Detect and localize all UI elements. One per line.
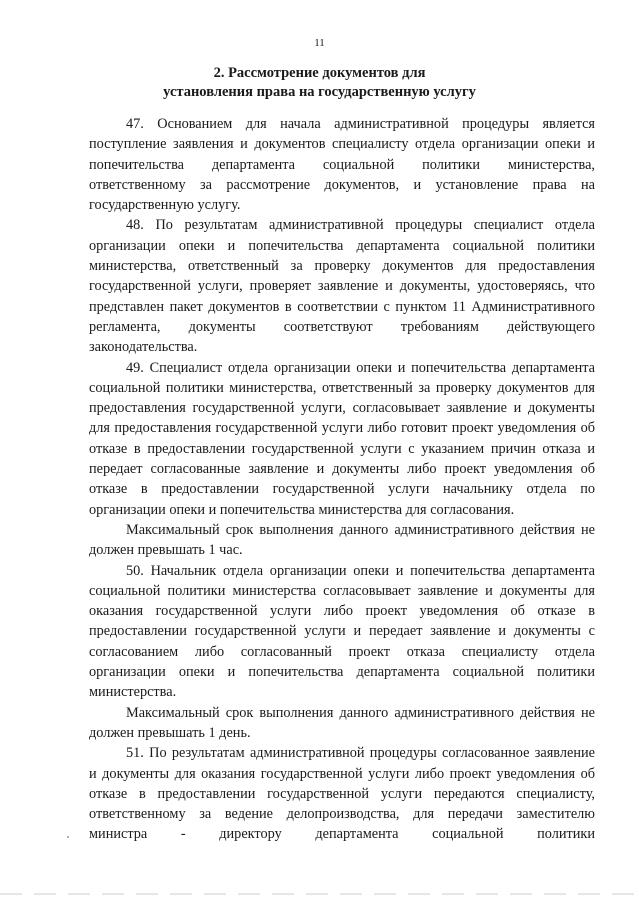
paragraph-48: 48. По результатам административной процедуры специалист отдела организации опеки и попечительства департамента социальной политики министерства, ответственный за проверку документов для предоставления государственной услуги, проверяет заявление и документы, удостоверяясь, что представлен пакет документов в соответствии с пунктом 11 Административного регламента, документы соответствуют требованиям действующего законодательства. — [89, 217, 595, 356]
paragraph-49: 49. Специалист отдела организации опеки и попечительства департамента социальной политики министерства, ответственный за проверку документов для предоставления государственной услуги, согласовывает заявление и документы для предоставления государственной услуги либо готовит проект уведомления об отказе в предоставлении государственной услуги с указанием причин отказа и передает согласованные заявление и документы либо проект уведомления об отказе в предоставлении государственной услуги начальнику отдела по организации опеки и попечительства министерства для согласования. — [89, 359, 595, 518]
section-heading-line-1: 2. Рассмотрение документов для — [213, 65, 426, 81]
body-text — [89, 114, 595, 845]
section-heading-line-2: установления права на государственную услугу — [163, 84, 476, 100]
section-heading — [0, 64, 639, 102]
paragraph-51: 51. По результатам административной процедуры согласованное заявление и документы для оказания государственной услуги либо проект уведомления об отказе в предоставлении государственной услуги передаются специалисту, ответственному за ведение делопроизводства, для передачи заместителю министра - директору департамента социальной политики — [89, 745, 595, 843]
paragraph-max-time-1: Максимальный срок выполнения данного административного действия не должен превышать 1 час. — [89, 521, 595, 559]
paragraph-47: 47. Основанием для начала административной процедуры является поступление заявления и документов специалисту отдела организации опеки и попечительства департамента социальной политики министерства, ответственному за рассмотрение документов, и установление права на государственную услугу. — [89, 116, 595, 214]
paragraph-max-time-2: Максимальный срок выполнения данного административного действия не должен превышать 1 день. — [89, 704, 595, 741]
page-number: 11 — [314, 37, 325, 49]
paragraph-50: 50. Начальник отдела организации опеки и попечительства департамента социальной политики министерства согласовывает заявление и документы для оказания государственной услуги либо проект уведомления об отказе в предоставлении государственной услуги и передает заявление и документы с согласованием либо согласованный проект отказа специалисту отдела организации опеки и попечительства департамента социальной политики министерства. — [89, 562, 595, 701]
scan-bottom-edge — [0, 893, 639, 895]
scan-speck — [67, 836, 69, 838]
